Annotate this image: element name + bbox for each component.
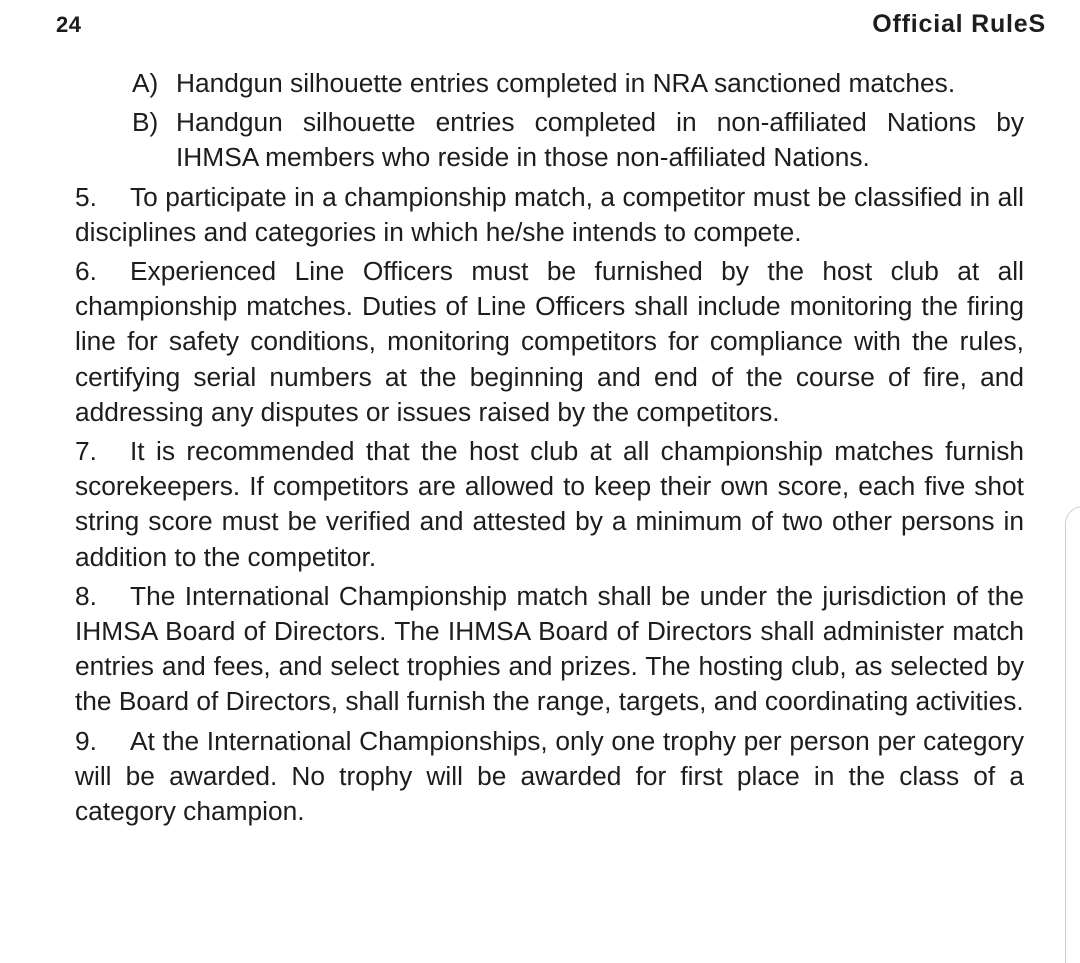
rule-number: 5. bbox=[75, 181, 97, 212]
sub-item-marker: A) bbox=[132, 68, 159, 98]
page-edge-curl bbox=[1065, 506, 1080, 963]
rule-text: Experienced Line Officers must be furnished by the host club at all championship matches. Duties of Line Officers shall include monitoring the firing line for safety conditions, monitoring competitors for compliance with the rules, certifying serial numbers at the beginning and end of the course of fire, and addressing any disputes or issues raised by the competitors. bbox=[75, 256, 1024, 427]
rule-text: To participate in a championship match, a competitor must be classified in all disciplines and categories in which he/she intends to compete. bbox=[75, 181, 1024, 247]
rule-text: At the International Championships, only one trophy per person per category will be awarded. No trophy will be awarded for first place in the class of a category champion. bbox=[75, 725, 1024, 827]
rules-body bbox=[75, 66, 1024, 833]
running-header: Official RuleS bbox=[872, 10, 1046, 38]
sub-item-text: Handgun silhouette entries completed in non-affiliated Nations by IHMSA members who reside in those non-affiliated Nations. bbox=[176, 107, 1024, 173]
rule-item-5 bbox=[75, 180, 1024, 250]
rule-item-8 bbox=[75, 579, 1024, 720]
sub-item-a bbox=[75, 66, 1024, 101]
rule-item-7 bbox=[75, 434, 1024, 575]
sub-item-text: Handgun silhouette entries completed in NRA sanctioned matches. bbox=[176, 68, 956, 98]
rule-text: The International Championship match shall be under the jurisdiction of the IHMSA Board of Directors. The IHMSA Board of Directors shall administer match entries and fees, and select trophies and prizes. The hosting club, as selected by the Board of Directors, shall furnish the range, targets, and coordinating activities. bbox=[75, 580, 1024, 717]
rule-number: 7. bbox=[75, 436, 97, 467]
rule-number: 9. bbox=[75, 725, 97, 756]
sub-item-marker: B) bbox=[132, 107, 159, 138]
rule-text: It is recommended that the host club at all championship matches furnish scorekeepers. If competitors are allowed to keep their own score, each five shot string score must be verified and attested by a minimum of two other persons in addition to the competitor. bbox=[75, 436, 1024, 572]
rule-item-9 bbox=[75, 724, 1024, 830]
sub-item-b bbox=[75, 105, 1024, 175]
rule-item-6 bbox=[75, 254, 1024, 430]
page-number: 24 bbox=[56, 12, 82, 37]
rule-number: 6. bbox=[75, 256, 97, 287]
rule-number: 8. bbox=[75, 580, 97, 611]
